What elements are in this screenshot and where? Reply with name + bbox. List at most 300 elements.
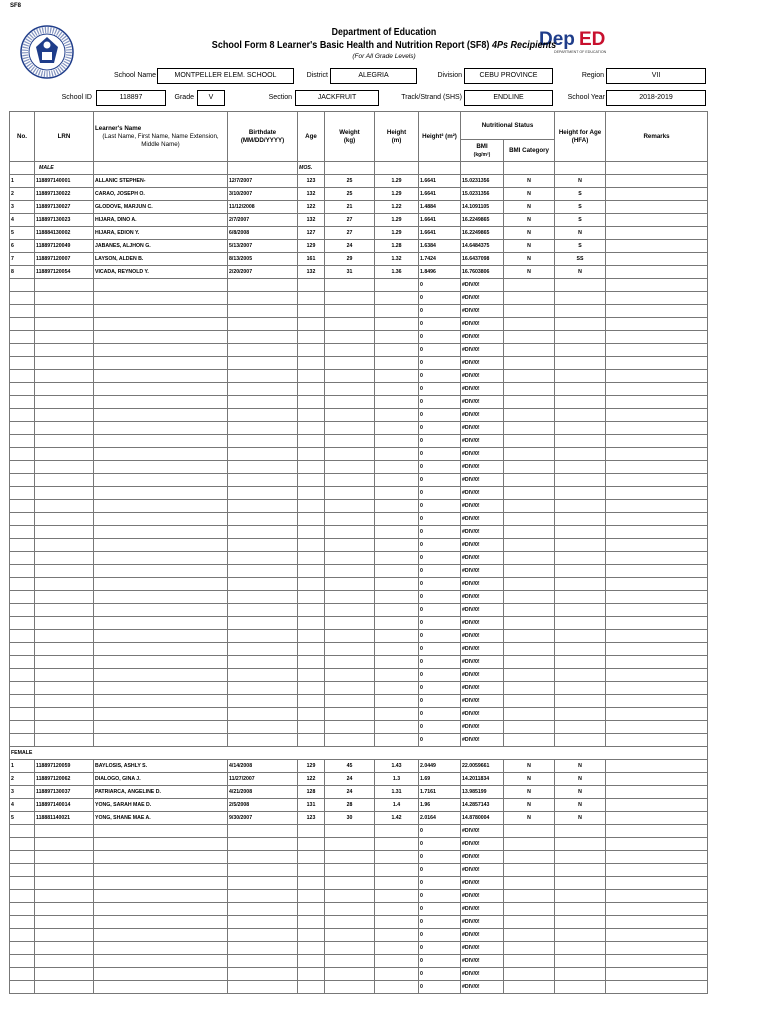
cell-empty [228,643,298,656]
cell-name: HIJARA, EDION Y. [94,227,228,240]
cell-h2: 1.7161 [419,786,461,799]
cell-bmi: #DIV/0! [461,513,504,526]
cell-bmi: #DIV/0! [461,643,504,656]
district-field[interactable]: ALEGRIA [330,68,417,84]
cell-empty [555,305,606,318]
cell-empty [35,981,94,994]
cell-empty [504,643,555,656]
cell-wt: 45 [325,760,375,773]
cell-birth: 11/27/2007 [228,773,298,786]
cell-bmi: #DIV/0! [461,708,504,721]
cell-name: CARAO, JOSEPH O. [94,188,228,201]
col-name: Learner's Name (Last Name, First Name, Name Extension, Middle Name) [94,112,228,162]
school-year-field[interactable]: 2018-2019 [606,90,706,106]
table-row-empty [10,383,708,396]
cell-h2: 1.6641 [419,214,461,227]
cell-empty [94,448,228,461]
cell-empty [94,942,228,955]
cell-empty [94,825,228,838]
grade-field[interactable]: V [197,90,225,106]
table-row-empty [10,591,708,604]
cell-empty [606,695,708,708]
cell-empty [10,461,35,474]
svg-text:Dep: Dep [539,29,575,50]
cell-empty [375,968,419,981]
cell-remarks [606,201,708,214]
cell-empty [228,279,298,292]
svg-text:DEPARTMENT OF EDUCATION: DEPARTMENT OF EDUCATION [554,50,607,54]
district-label: District [306,72,328,79]
cell-empty [504,604,555,617]
cell-empty [35,357,94,370]
cell-empty [325,331,375,344]
cell-cat: N [504,773,555,786]
cell-empty [10,630,35,643]
cell-empty [325,474,375,487]
cell-bmi: 14.2857143 [461,799,504,812]
cell-empty [606,708,708,721]
cell-empty [298,929,325,942]
cell-empty [228,929,298,942]
cell-empty [555,864,606,877]
cell-bmi: 16.6437098 [461,253,504,266]
cell-empty [606,955,708,968]
cell-empty [10,604,35,617]
cell-empty [94,357,228,370]
cell-h2: 0 [419,552,461,565]
cell-ht: 1.22 [375,201,419,214]
table-row-empty [10,604,708,617]
cell-empty [375,942,419,955]
cell-empty [606,851,708,864]
cell-empty [504,682,555,695]
cell-empty [94,695,228,708]
cell-h2: 0 [419,669,461,682]
cell-empty [35,656,94,669]
table-row [10,175,708,188]
cell-remarks [606,760,708,773]
cell-empty [375,669,419,682]
table-row-empty [10,695,708,708]
table-row-empty [10,929,708,942]
cell-empty [504,448,555,461]
cell-empty [606,552,708,565]
col-no: No. [10,112,35,162]
cell-empty [325,552,375,565]
cell-remarks [606,175,708,188]
cell-empty [94,851,228,864]
cell-empty [504,292,555,305]
form-tag: SF8 [10,3,22,9]
cell-empty [325,656,375,669]
cell-empty [606,422,708,435]
cell-remarks [606,786,708,799]
cell-h2: 0 [419,877,461,890]
cell-lrn: 118884130002 [35,227,94,240]
table-row [10,188,708,201]
cell-bmi: 14.6484375 [461,240,504,253]
cell-bmi: #DIV/0! [461,929,504,942]
cell-empty [35,838,94,851]
cell-empty [94,721,228,734]
cell-empty [298,916,325,929]
cell-lrn: 118897140001 [35,175,94,188]
cell-empty [504,357,555,370]
table-row [10,240,708,253]
table-row [10,760,708,773]
cell-bmi: 15.0231356 [461,188,504,201]
cell-empty [325,916,375,929]
cell-empty [504,565,555,578]
cell-empty [298,656,325,669]
cell-empty [94,409,228,422]
cell-birth: 3/10/2007 [228,188,298,201]
cell-no: 6 [10,240,35,253]
cell-empty [375,578,419,591]
cell-ht: 1.32 [375,253,419,266]
table-row-empty [10,435,708,448]
cell-empty [504,578,555,591]
cell-empty [504,825,555,838]
col-nutritional-status: Nutritional Status [461,112,555,140]
cell-h2: 0 [419,825,461,838]
cell-no: 1 [10,175,35,188]
cell-empty [228,916,298,929]
cell-empty [375,318,419,331]
cell-empty [228,565,298,578]
cell-bmi: #DIV/0! [461,656,504,669]
school-name-field[interactable]: MONTPELLER ELEM. SCHOOL [157,68,294,84]
cell-cat: N [504,201,555,214]
cell-empty [606,500,708,513]
cell-empty [94,578,228,591]
table-row-empty [10,617,708,630]
cell-h2: 0 [419,370,461,383]
cell-bmi: #DIV/0! [461,435,504,448]
cell-empty [35,500,94,513]
cell-bmi: 14.2011834 [461,773,504,786]
cell-bmi: 16.2249865 [461,227,504,240]
cell-empty [606,318,708,331]
cell-empty [504,409,555,422]
table-row [10,773,708,786]
cell-empty [504,461,555,474]
cell-empty [375,721,419,734]
section-label: Section [268,94,292,101]
cell-empty [10,344,35,357]
cell-bmi: #DIV/0! [461,448,504,461]
cell-age: 129 [298,240,325,253]
cell-empty [35,318,94,331]
cell-empty [555,461,606,474]
cell-empty [504,929,555,942]
cell-h2: 0 [419,591,461,604]
department-title: Department of Education [331,27,437,38]
cell-empty [35,942,94,955]
cell-empty [35,370,94,383]
cell-empty [94,682,228,695]
cell-empty [94,981,228,994]
cell-h2: 1.8496 [419,266,461,279]
cell-birth: 5/13/2007 [228,240,298,253]
cell-empty [555,968,606,981]
cell-empty [555,695,606,708]
cell-empty [298,721,325,734]
cell-empty [298,695,325,708]
cell-empty [504,279,555,292]
cell-empty [35,396,94,409]
table-row [10,227,708,240]
cell-h2: 0 [419,942,461,955]
cell-h2: 0 [419,474,461,487]
cell-cat: N [504,240,555,253]
cell-empty [325,526,375,539]
cell-empty [325,955,375,968]
cell-empty [35,604,94,617]
learner-table [9,111,708,994]
cell-empty [94,552,228,565]
cell-h2: 0 [419,890,461,903]
cell-empty [504,344,555,357]
cell-cat: N [504,799,555,812]
cell-empty [94,630,228,643]
table-row [10,201,708,214]
cell-empty [555,565,606,578]
cell-empty [35,591,94,604]
cell-h2: 0 [419,864,461,877]
cell-empty [94,617,228,630]
table-row-empty [10,890,708,903]
school-id-field[interactable]: 118897 [96,90,166,106]
cell-empty [555,539,606,552]
table-row-empty [10,422,708,435]
cell-empty [606,565,708,578]
cell-empty [606,630,708,643]
cell-empty [298,890,325,903]
cell-empty [555,955,606,968]
cell-empty [375,617,419,630]
cell-empty [606,890,708,903]
cell-h2: 0 [419,916,461,929]
cell-empty [10,526,35,539]
cell-empty [606,396,708,409]
cell-h2: 0 [419,630,461,643]
cell-empty [298,864,325,877]
cell-empty [298,396,325,409]
cell-empty [325,630,375,643]
cell-h2: 1.69 [419,773,461,786]
cell-empty [504,968,555,981]
cell-h2: 0 [419,604,461,617]
cell-empty [298,877,325,890]
cell-empty [325,721,375,734]
school-year-label: School Year [567,94,605,101]
cell-bmi: #DIV/0! [461,487,504,500]
cell-empty [555,617,606,630]
cell-empty [375,422,419,435]
cell-empty [606,643,708,656]
cell-bmi: #DIV/0! [461,695,504,708]
cell-empty [504,695,555,708]
cell-no: 7 [10,253,35,266]
cell-empty [375,955,419,968]
cell-empty [375,838,419,851]
cell-h2: 0 [419,708,461,721]
cell-empty [375,474,419,487]
cell-bmi: #DIV/0! [461,292,504,305]
cell-empty [555,435,606,448]
cell-age: 132 [298,214,325,227]
cell-h2: 0 [419,903,461,916]
cell-remarks [606,773,708,786]
cell-h2: 0 [419,981,461,994]
cell-empty [228,669,298,682]
cell-empty [325,929,375,942]
cell-name: JABANES, ALJHON G. [94,240,228,253]
table-row-empty [10,552,708,565]
cell-bmi: #DIV/0! [461,864,504,877]
cell-empty [298,474,325,487]
cell-empty [606,539,708,552]
cell-empty [375,305,419,318]
cell-bmi: #DIV/0! [461,474,504,487]
cell-empty [555,331,606,344]
table-row-empty [10,500,708,513]
division-field[interactable]: CEBU PROVINCE [464,68,553,84]
cell-remarks [606,266,708,279]
cell-bmi: #DIV/0! [461,526,504,539]
cell-empty [228,708,298,721]
cell-empty [606,864,708,877]
cell-empty [325,305,375,318]
cell-empty [555,708,606,721]
cell-empty [298,578,325,591]
cell-empty [35,929,94,942]
cell-empty [94,331,228,344]
cell-empty [10,591,35,604]
cell-empty [375,279,419,292]
cell-empty [228,838,298,851]
cell-bmi: #DIV/0! [461,942,504,955]
cell-empty [94,916,228,929]
cell-empty [298,461,325,474]
cell-lrn: 118897120049 [35,240,94,253]
cell-empty [10,669,35,682]
cell-bmi: #DIV/0! [461,279,504,292]
cell-empty [555,448,606,461]
cell-empty [10,942,35,955]
cell-empty [606,838,708,851]
cell-empty [35,682,94,695]
region-field[interactable]: VII [606,68,706,84]
cell-no: 4 [10,799,35,812]
cell-cat: N [504,266,555,279]
cell-empty [555,643,606,656]
cell-empty [504,942,555,955]
cell-empty [375,825,419,838]
cell-age: 123 [298,812,325,825]
cell-empty [298,734,325,747]
cell-empty [35,487,94,500]
cell-empty [94,292,228,305]
cell-empty [375,656,419,669]
cell-empty [325,539,375,552]
cell-empty [375,500,419,513]
cell-empty [10,851,35,864]
cell-remarks [606,799,708,812]
cell-empty [298,279,325,292]
cell-empty [298,565,325,578]
cell-empty [325,396,375,409]
cell-wt: 27 [325,227,375,240]
cell-empty [228,448,298,461]
cell-empty [298,825,325,838]
cell-empty [298,604,325,617]
cell-bmi: #DIV/0! [461,968,504,981]
cell-empty [504,955,555,968]
cell-empty [555,630,606,643]
cell-empty [555,357,606,370]
cell-empty [504,305,555,318]
cell-h2: 0 [419,695,461,708]
cell-empty [298,942,325,955]
track-field[interactable]: ENDLINE [464,90,553,106]
cell-no: 4 [10,214,35,227]
cell-birth: 12/7/2007 [228,175,298,188]
cell-lrn: 118897140014 [35,799,94,812]
col-bmi: BMI (kg/m²) [461,140,504,162]
cell-empty [228,864,298,877]
cell-empty [504,851,555,864]
cell-h2: 0 [419,331,461,344]
cell-empty [10,435,35,448]
cell-empty [555,370,606,383]
cell-h2: 0 [419,409,461,422]
track-label: Track/Strand (SHS) [401,94,462,101]
cell-empty [375,331,419,344]
cell-empty [555,669,606,682]
table-row-empty [10,305,708,318]
table-row-empty [10,292,708,305]
cell-empty [375,929,419,942]
cell-empty [606,591,708,604]
cell-empty [606,903,708,916]
cell-empty [10,500,35,513]
cell-empty [35,409,94,422]
cell-hfa: S [555,188,606,201]
section-field[interactable]: JACKFRUIT [295,90,379,106]
cell-age: 132 [298,266,325,279]
cell-empty [298,851,325,864]
cell-h2: 0 [419,500,461,513]
cell-empty [375,292,419,305]
cell-empty [228,292,298,305]
cell-empty [375,552,419,565]
table-row-empty [10,409,708,422]
cell-empty [10,695,35,708]
cell-age: 122 [298,773,325,786]
cell-bmi: #DIV/0! [461,305,504,318]
cell-hfa: N [555,799,606,812]
cell-h2: 1.6641 [419,227,461,240]
cell-bmi: #DIV/0! [461,370,504,383]
cell-empty [298,903,325,916]
cell-empty [228,305,298,318]
cell-empty [375,981,419,994]
cell-empty [35,435,94,448]
cell-empty [555,721,606,734]
cell-no: 5 [10,812,35,825]
